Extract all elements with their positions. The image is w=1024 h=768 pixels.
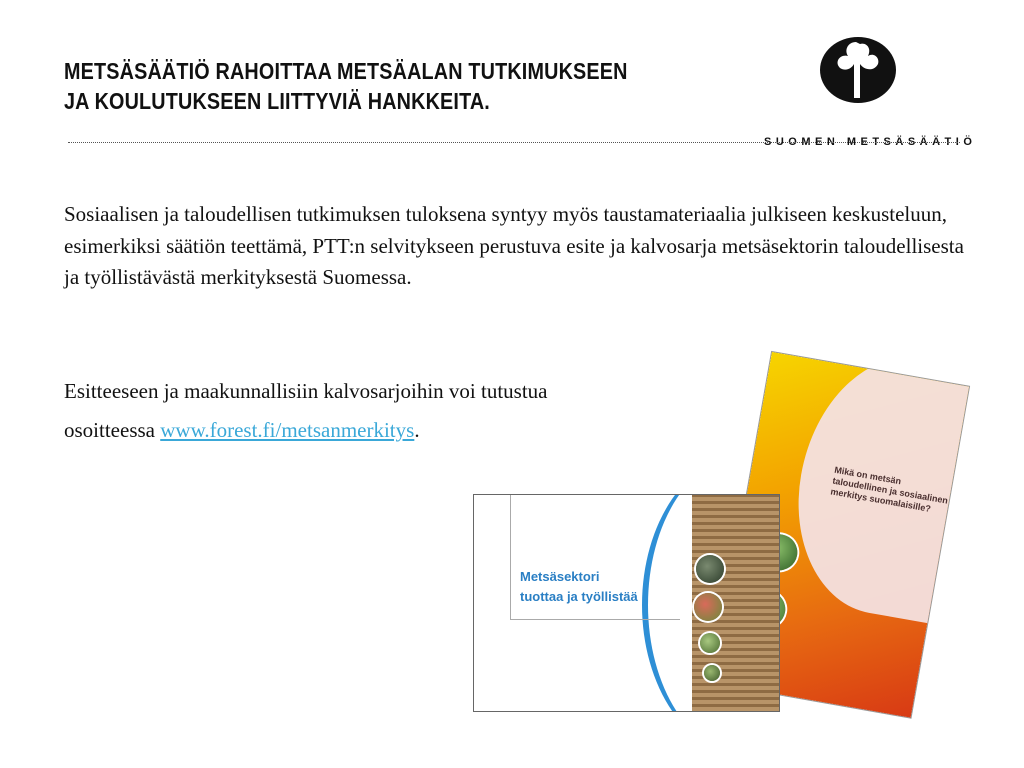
- metsanmerkitys-link[interactable]: www.forest.fi/metsanmerkitys: [160, 418, 415, 442]
- logo-emblem-icon: [818, 34, 898, 106]
- paragraph-2-line-1: Esitteeseen ja maakunnallisiin kalvosarjoihin voi tutustua: [64, 379, 548, 403]
- title-line-1: METSÄSÄÄTIÖ RAHOITTAA METSÄALAN TUTKIMUKSEEN: [64, 58, 628, 84]
- cover-divider-horizontal: [510, 619, 680, 620]
- dotted-divider: [68, 142, 960, 143]
- paragraph-2-suffix: .: [414, 418, 420, 442]
- body-paragraph-1: Sosiaalisen ja taloudellisen tutkimuksen tuloksena syntyy myös taustamateriaalia julkiseen keskusteluun, esimerkiksi säätiön teettämä, PTT:n selvitykseen perustuva esite ja kalvosarja metsäsektorin taloudellisesta ja työllistävästä merkityksestä Suomessa.: [64, 202, 964, 289]
- slide-cover-image: [473, 494, 780, 712]
- brochure-title: Mikä on metsän taloudellinen ja sosiaalinen merkitys suomalaisille?: [829, 464, 949, 514]
- logo-text: SUOMEN METSÄSÄÄTIÖ: [764, 136, 977, 148]
- cover-photo-circle-1: [696, 555, 724, 583]
- suomen-metsasaatio-logo: [760, 30, 977, 148]
- cover-divider-vertical: [510, 495, 511, 619]
- cover-photo-circle-2: [694, 593, 722, 621]
- body-paragraph-2: [64, 372, 764, 450]
- cover-title-line-1: Metsäsektori: [520, 569, 600, 584]
- paragraph-2-prefix: osoitteessa: [64, 418, 161, 442]
- cover-photo-circle-4: [704, 665, 720, 681]
- cover-photo-circle-3: [700, 633, 720, 653]
- cover-title-line-2: tuottaa ja työllistää: [520, 589, 638, 604]
- title-line-2: JA KOULUTUKSEEN LIITTYVIÄ HANKKEITA.: [64, 88, 490, 114]
- cover-title: [520, 567, 638, 607]
- slide-title: [64, 56, 649, 116]
